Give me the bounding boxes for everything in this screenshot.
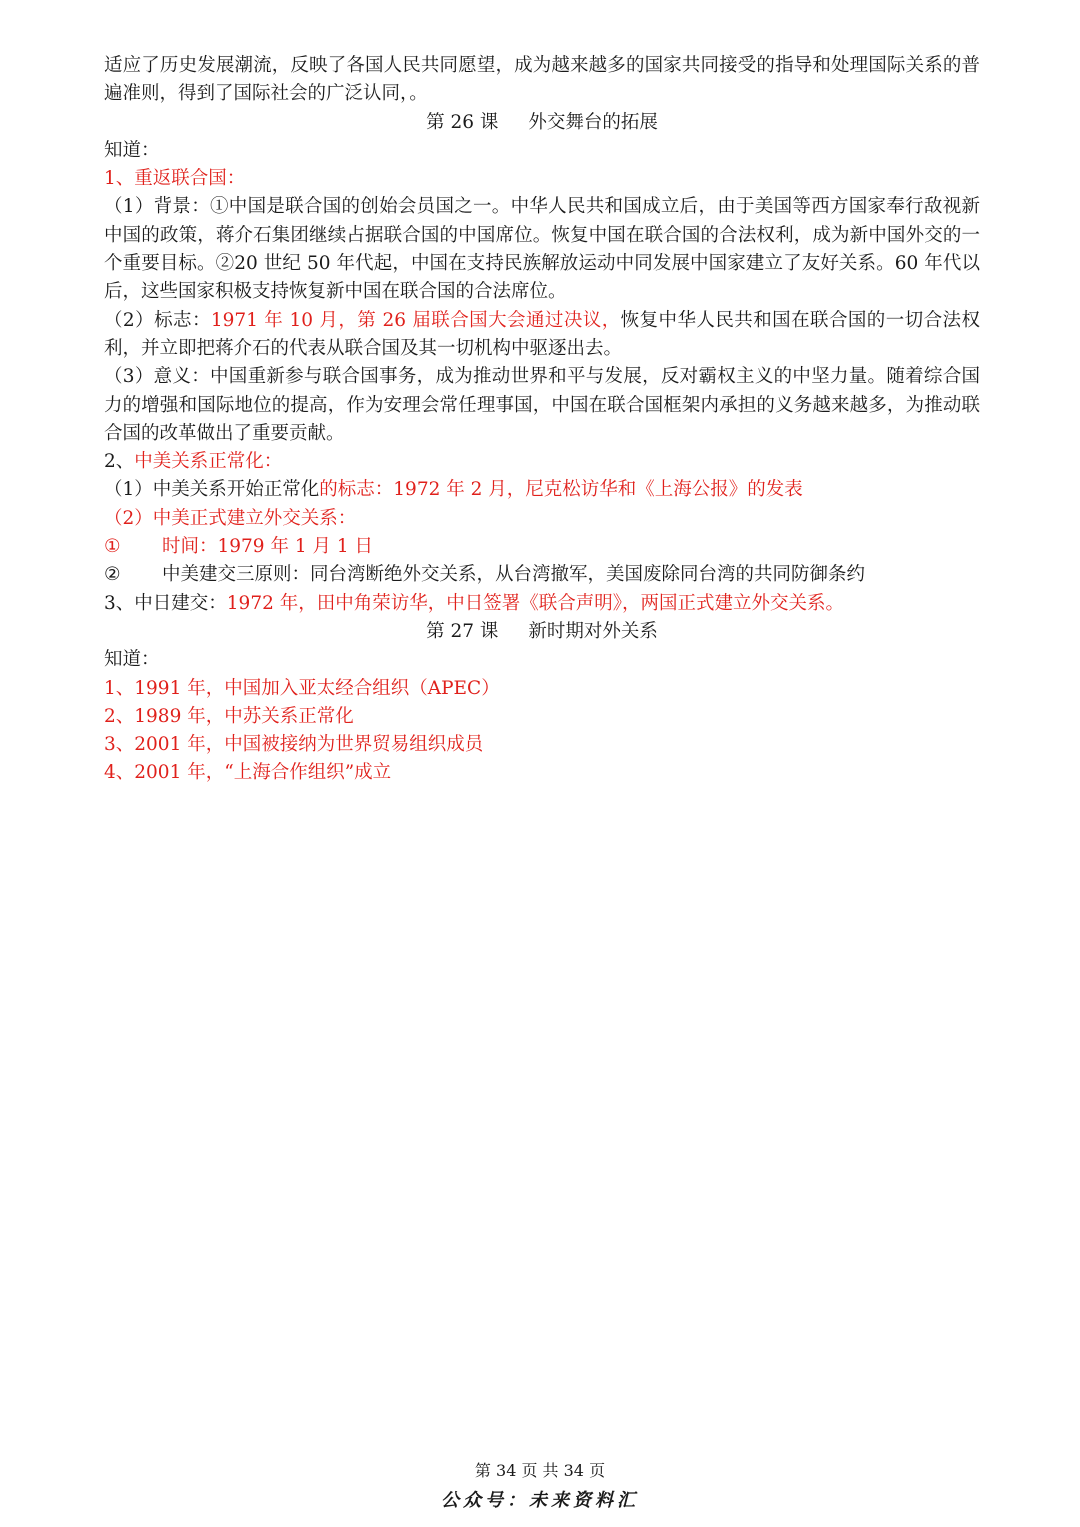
list-item: 1、1991 年，中国加入亚太经合组织（APEC） xyxy=(104,677,500,699)
item-2-point-2-b-text: 中美建交三原则：同台湾断绝外交关系，从台湾撤军，美国废除同台湾的共同防御条约 xyxy=(162,564,866,586)
item-3-red: 1972 年，田中角荣访华，中日签署《联合声明》，两国正式建立外交关系。 xyxy=(226,592,844,614)
list-item: 3、2001 年，中国被接纳为世界贸易组织成员 xyxy=(104,734,484,756)
item-1-significance: （3）意义：中国重新参与联合国事务，成为推动世界和平与发展，反对霸权主义的中坚力量。随着综合国力的增强和国际地位的提高，作为安理会常任理事国，中国在联合国框架内承担的义务越来越多，为推动联合国的改革做出了重要贡献。 xyxy=(104,366,980,444)
lesson-26-title: 外交舞台的拓展 xyxy=(528,111,658,133)
circled-number-2: ② xyxy=(104,564,121,586)
lesson-26-heading xyxy=(104,109,980,137)
item-2-point-2-a xyxy=(104,533,980,561)
item-3-prefix: 3、中日建交： xyxy=(104,592,227,614)
item-1-background: （1）背景：①中国是联合国的创始会员国之一。中华人民共和国成立后，由于美国等西方国家奉行敌视新中国的政策，蒋介石集团继续占据联合国的中国席位。恢复中国在联合国的合法权利，成为新中国外交的一个重要目标。②20 世纪 50 年代起，中国在支持民族解放运动中同发展中国家建立了友好关系。60 年代以后，这些国家积极支持恢复新中国在联合国的合法席位。 xyxy=(104,196,980,303)
item-2-prefix: 2、 xyxy=(104,451,135,473)
lesson-27-heading xyxy=(104,618,980,646)
item-2-point-1 xyxy=(104,476,980,504)
lesson-27-know-label: 知道： xyxy=(104,649,160,671)
item-2-point-1-red: 的标志：1972 年 2 月，尼克松访华和《上海公报》的发表 xyxy=(319,479,803,501)
intro-paragraph: 适应了历史发展潮流，反映了各国人民共同愿望，成为越来越多的国家共同接受的指导和处理国际关系的普遍准则，得到了国际社会的广泛认同，。 xyxy=(104,55,980,105)
item-3 xyxy=(104,590,980,618)
brand-watermark: 公众号：未来资料汇 xyxy=(441,1490,639,1511)
list-item: 2、1989 年，中苏关系正常化 xyxy=(104,705,354,727)
item-1-symbol-prefix: （2）标志： xyxy=(104,309,211,331)
document-body xyxy=(104,52,980,788)
item-2-point-2-b xyxy=(104,561,980,589)
lesson-27-title: 新时期对外关系 xyxy=(528,620,658,642)
item-1-symbol-rest: 恢复中华人民共和国在联合国的一切合法权利，并立即把蒋介石的代表从联合国及其一切机构中驱逐出去。 xyxy=(104,309,980,359)
lesson-26-know-label: 知道： xyxy=(104,139,160,161)
item-2-title-red: 中美关系正常化： xyxy=(134,451,283,473)
item-2-title xyxy=(104,448,980,476)
lesson-26-number: 第 26 课 xyxy=(426,111,499,133)
item-2-point-2-a-text: 时间：1979 年 1 月 1 日 xyxy=(162,536,374,558)
item-1-symbol-red: 1971 年 10 月，第 26 届联合国大会通过决议， xyxy=(210,309,621,331)
item-2-point-1-prefix: （1）中美关系开始正常化 xyxy=(104,479,320,501)
list-item: 4、2001 年，“上海合作组织”成立 xyxy=(104,762,392,784)
item-2-point-2: （2）中美正式建立外交关系： xyxy=(104,507,357,529)
page-number: 第 34 页 共 34 页 xyxy=(474,1461,606,1480)
lesson-27-number: 第 27 课 xyxy=(426,620,499,642)
item-1-title: 1、重返联合国： xyxy=(104,168,246,190)
circled-number-1: ① xyxy=(104,536,121,558)
item-1-symbol xyxy=(104,307,980,364)
